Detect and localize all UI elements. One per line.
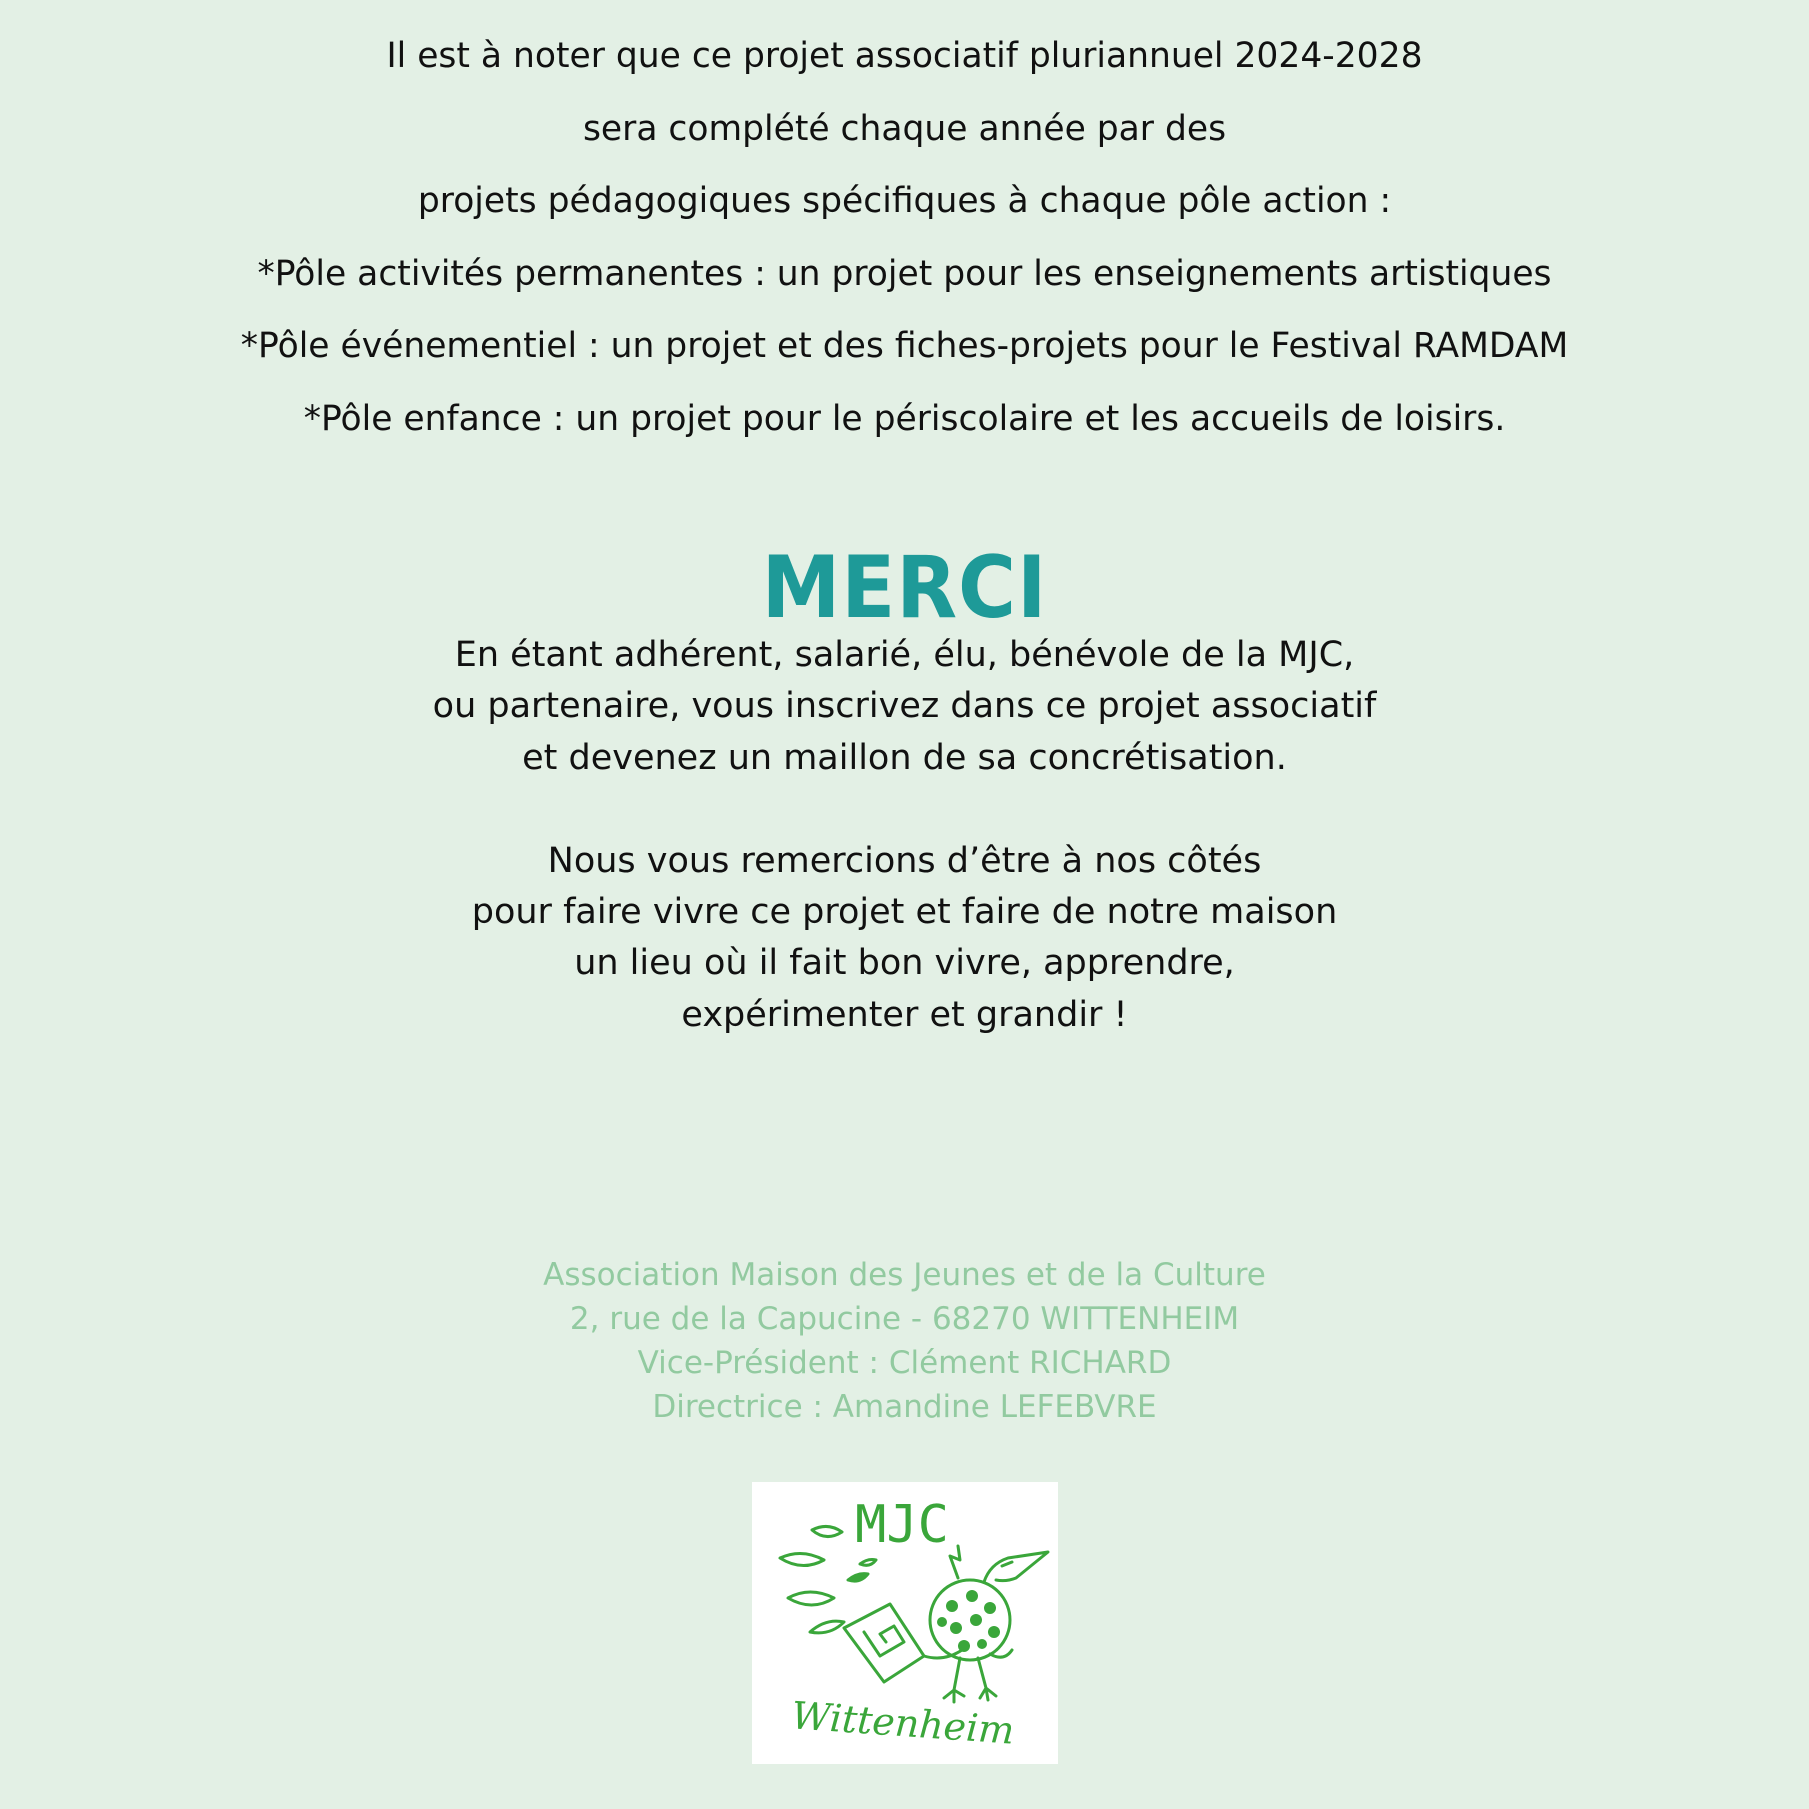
intro-line-pole-enfance: *Pôle enfance : un projet pour le périscolaire et les accueils de loisirs.	[303, 398, 1506, 439]
merci-title: MERCI	[761, 538, 1048, 638]
intro-line: sera complété chaque année par des	[582, 108, 1227, 149]
thanks-line: En étant adhérent, salarié, élu, bénévole de la MJC,	[454, 635, 1355, 675]
thanks-line: Nous vous remercions d’être à nos côtés	[547, 840, 1262, 881]
thanks-line: expérimenter et grandir !	[681, 994, 1128, 1035]
mjc-logo	[752, 1482, 1058, 1764]
intro-line: Il est à noter que ce projet associatif pluriannuel 2024-2028	[386, 36, 1423, 76]
intro-line-pole-evenementiel: *Pôle événementiel : un projet et des fiches-projets pour le Festival RAMDAM	[240, 326, 1569, 367]
thanks-text	[0, 630, 1809, 1041]
thanks-line: ou partenaire, vous inscrivez dans ce projet associatif	[432, 686, 1377, 727]
association-name: Association Maison des Jeunes et de la Culture	[543, 1257, 1266, 1293]
intro-line: projets pédagogiques spécifiques à chaque pôle action :	[417, 181, 1392, 222]
logo-top-text: MJC	[855, 1495, 949, 1555]
logo-bottom-text: Wittenheim	[790, 1693, 1016, 1753]
intro-line-pole-activites: *Pôle activités permanentes : un projet pour les enseignements artistiques	[257, 253, 1552, 294]
mjc-bird-logo-icon	[752, 1482, 1058, 1764]
thanks-line: pour faire vivre ce projet et faire de notre maison	[471, 891, 1338, 932]
vice-president: Vice-Président : Clément RICHARD	[637, 1345, 1172, 1381]
director: Directrice : Amandine LEFEBVRE	[652, 1389, 1157, 1425]
association-street: 2, rue de la Capucine - 68270 WITTENHEIM	[569, 1301, 1240, 1337]
paragraph-gap	[0, 784, 1809, 835]
association-address	[0, 1253, 1809, 1429]
thanks-line: et devenez un maillon de sa concrétisation.	[522, 737, 1287, 778]
intro-text	[0, 20, 1809, 456]
thanks-line: un lieu où il fait bon vivre, apprendre,	[574, 943, 1235, 984]
